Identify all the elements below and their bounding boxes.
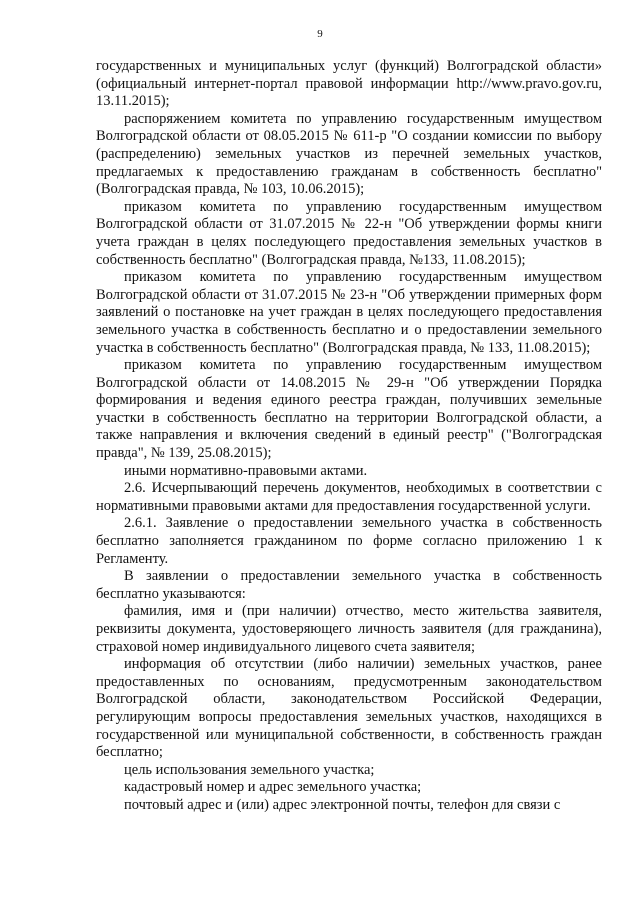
paragraph-6: иными нормативно-правовыми актами.: [124, 462, 368, 479]
paragraph-13: кадастровый номер и адрес земельного участка;: [124, 779, 422, 796]
document-body: [96, 58, 602, 815]
paragraph-14: почтовый адрес и (или) адрес электронной почты, телефон для связи с: [124, 796, 561, 813]
paragraph-10: фамилия, имя и (при наличии) отчество, место жительства заявителя, реквизиты документа, удостоверяющего личность заявителя (для гражданина), страховой номер индивидуального лицевого счета заявителя;: [96, 603, 602, 655]
paragraph-1: государственных и муниципальных услуг (функций) Волгоградской области» (официальный интернет-портал правовой информации http://www.pravo.gov.ru, 13.11.2015);: [96, 58, 602, 110]
paragraph-12: цель использования земельного участка;: [124, 761, 375, 778]
paragraph-11: информация об отсутствии (либо наличии) земельных участков, ранее предоставленных по основаниям, предусмотренным законодательством Волгоградской области, законодательством Российской Федерации, регулирующим вопросы предоставления земельных участков, находящихся в государственной или муниципальной собственности, в собственность граждан бесплатно;: [96, 656, 602, 761]
paragraph-3: приказом комитета по управлению государственным имуществом Волгоградской области от 31.07.2015 № 22-н "Об утверждении формы книги учета граждан в целях последующего предоставления земельных участков в собственность бесплатно" (Волгоградская правда, №133, 11.08.2015);: [96, 198, 602, 268]
paragraph-8: 2.6.1. Заявление о предоставлении земельного участка в собственность бесплатно заполняется гражданином по форме согласно приложению 1 к Регламенту.: [96, 515, 602, 567]
paragraph-5: приказом комитета по управлению государственным имуществом Волгоградской области от 14.08.2015 № 29-н "Об утверждении Порядка формирования и ведения единого реестра граждан, получивших земельные участки в собственность бесплатно на территории Волгоградской области, а также направления и включения сведений в единый реестр" ("Волгоградская правда", № 139, 25.08.2015);: [96, 357, 602, 462]
paragraph-2: распоряжением комитета по управлению государственным имуществом Волгоградской области от 08.05.2015 № 611-р "О создании комиссии по выбору (распределению) земельных участков из перечней земельных участков, предлагаемых к предоставлению гражданам в собственность бесплатно" (Волгоградская правда, № 103, 10.06.2015);: [96, 110, 602, 198]
page-number: 9: [317, 28, 323, 40]
paragraph-4: приказом комитета по управлению государственным имуществом Волгоградской области от 31.07.2015 № 23-н "Об утверждении примерных форм заявлений о постановке на учет граждан в целях последующего предоставления земельного участка в собственность бесплатно и о предоставлении земельного участка в собственность бесплатно" (Волгоградская правда, № 133, 11.08.2015);: [96, 269, 602, 356]
paragraph-7: 2.6. Исчерпывающий перечень документов, необходимых в соответствии с нормативными правовыми актами для предоставления государственной услуги.: [96, 480, 602, 514]
paragraph-9: В заявлении о предоставлении земельного участка в собственность бесплатно указываются:: [96, 568, 602, 602]
